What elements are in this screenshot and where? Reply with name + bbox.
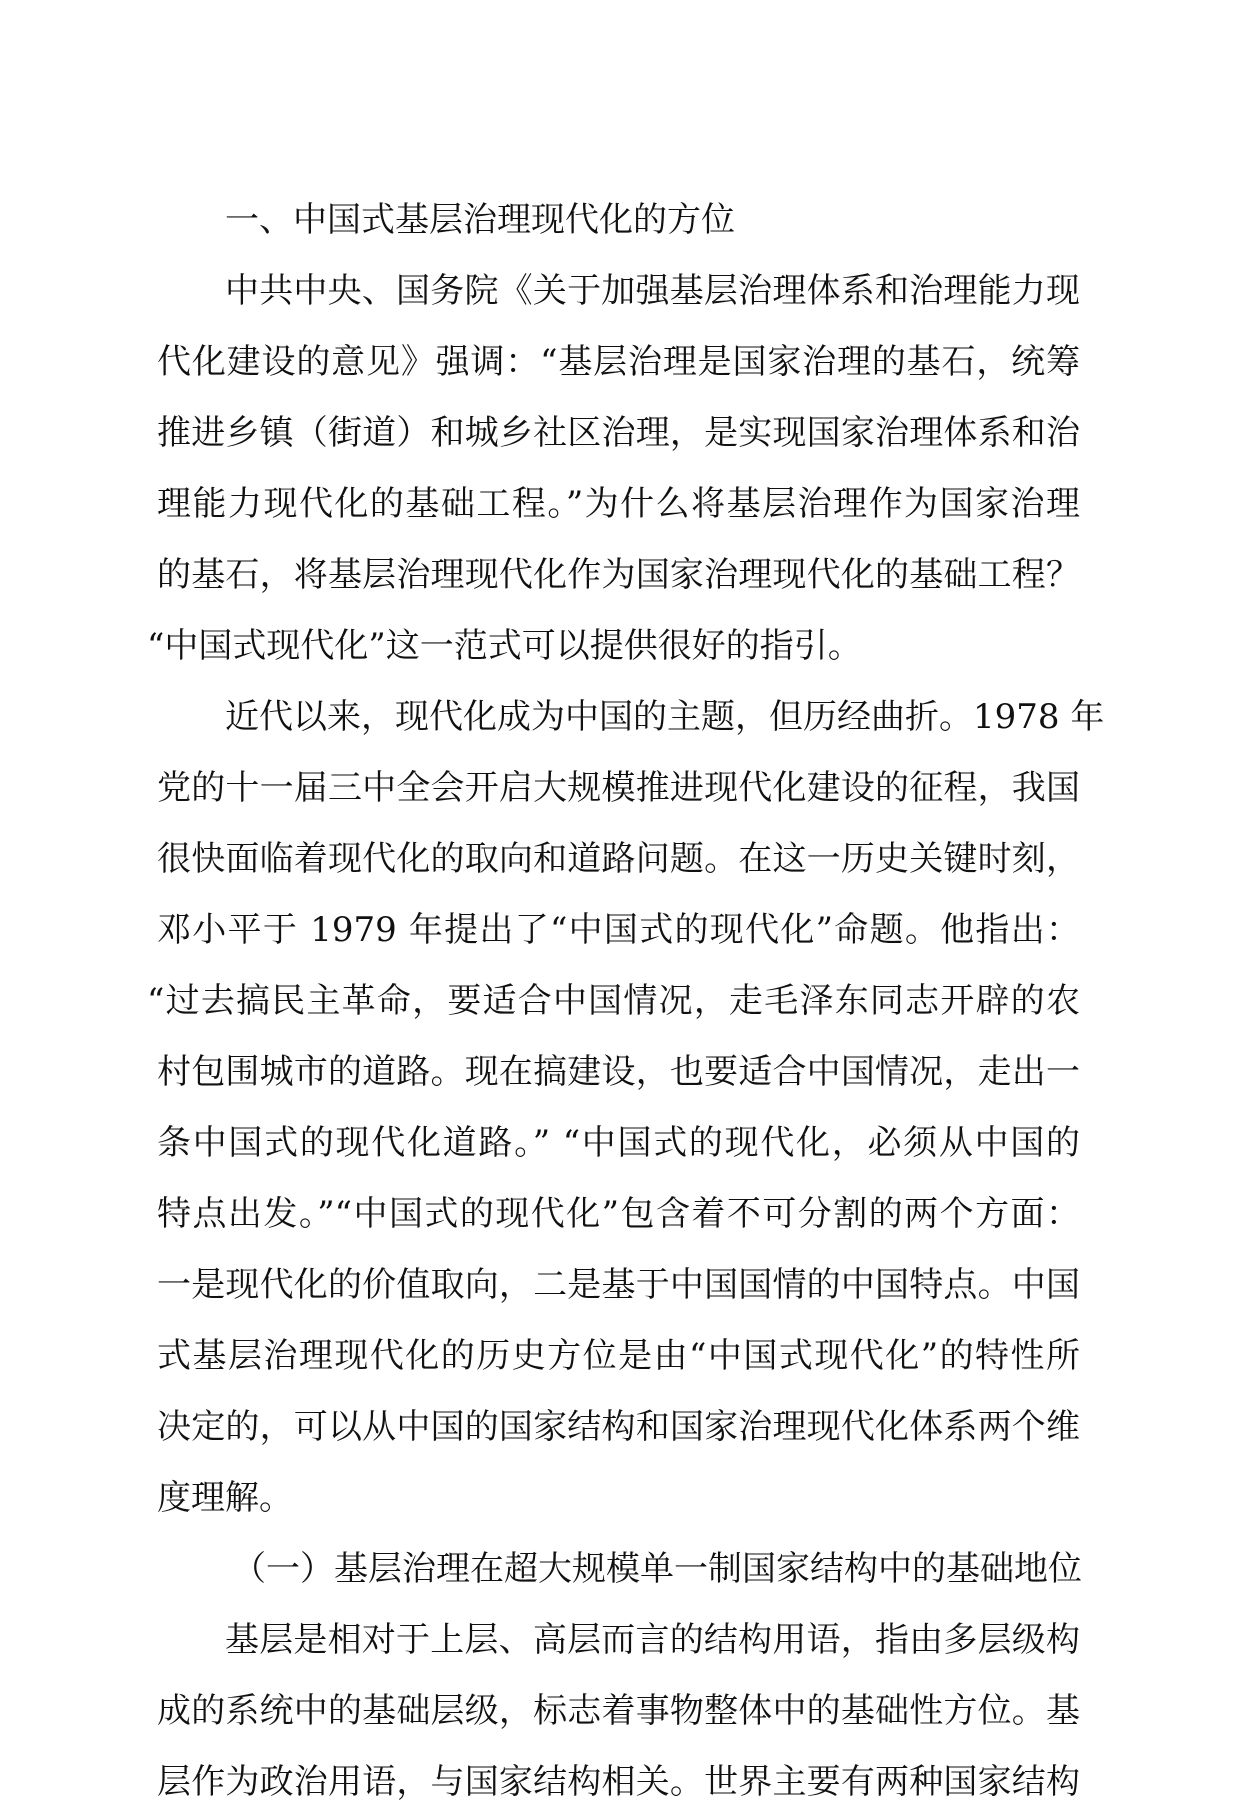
text-line: 很快面临着现代化的取向和道路问题。在这一历史关键时刻， [157,839,1080,879]
paragraph-3 [157,1605,1080,1818]
paragraph-1 [147,256,1080,682]
text-line: 基层是相对于上层、高层而言的结构用语，指由多层级构 [225,1620,1080,1660]
text-line: 式基层治理现代化的历史方位是由“中国式现代化”的特性所 [157,1336,1080,1376]
text-line: 决定的，可以从中国的国家结构和国家治理现代化体系两个维 [157,1407,1080,1447]
text-line: 代化建设的意见》强调：“基层治理是国家治理的基石，统筹 [157,342,1080,382]
text-line: 党的十一届三中全会开启大规模推进现代化建设的征程，我国 [157,768,1080,808]
text-line: 特点出发。”“中国式的现代化”包含着不可分割的两个方面： [157,1194,1080,1234]
section-heading: 一、中国式基层治理现代化的方位 [225,200,735,240]
text-line: 成的系统中的基础层级，标志着事物整体中的基础性方位。基 [157,1691,1080,1731]
subsection-heading: （一）基层治理在超大规模单一制国家结构中的基础地位 [232,1549,1082,1589]
text-line: 推进乡镇（街道）和城乡社区治理，是实现国家治理体系和治 [157,413,1080,453]
text-line: 一是现代化的价值取向，二是基于中国国情的中国特点。中国 [157,1265,1080,1305]
text-line: “中国式现代化”这一范式可以提供很好的指引。 [147,626,862,666]
text-line: 层作为政治用语，与国家结构相关。世界主要有两种国家结构 [157,1762,1080,1802]
text-line: “过去搞民主革命，要适合中国情况，走毛泽东同志开辟的农 [147,981,1080,1021]
text-line: 近代以来，现代化成为中国的主题，但历经曲折。1978 年 [225,697,1105,737]
text-line: 的基石，将基层治理现代化作为国家治理现代化的基础工程？ [157,555,1080,595]
text-line: 条中国式的现代化道路。” “中国式的现代化，必须从中国的 [157,1123,1080,1163]
text-line: 理能力现代化的基础工程。”为什么将基层治理作为国家治理 [157,484,1080,524]
text-line: 村包围城市的道路。现在搞建设，也要适合中国情况，走出一 [157,1052,1080,1092]
text-line: 邓小平于 1979 年提出了“中国式的现代化”命题。他指出： [157,910,1080,950]
text-line: 中共中央、国务院《关于加强基层治理体系和治理能力现 [225,271,1080,311]
paragraph-2 [147,682,1105,1534]
document-body [147,185,1105,1818]
text-line: 度理解。 [157,1478,293,1518]
